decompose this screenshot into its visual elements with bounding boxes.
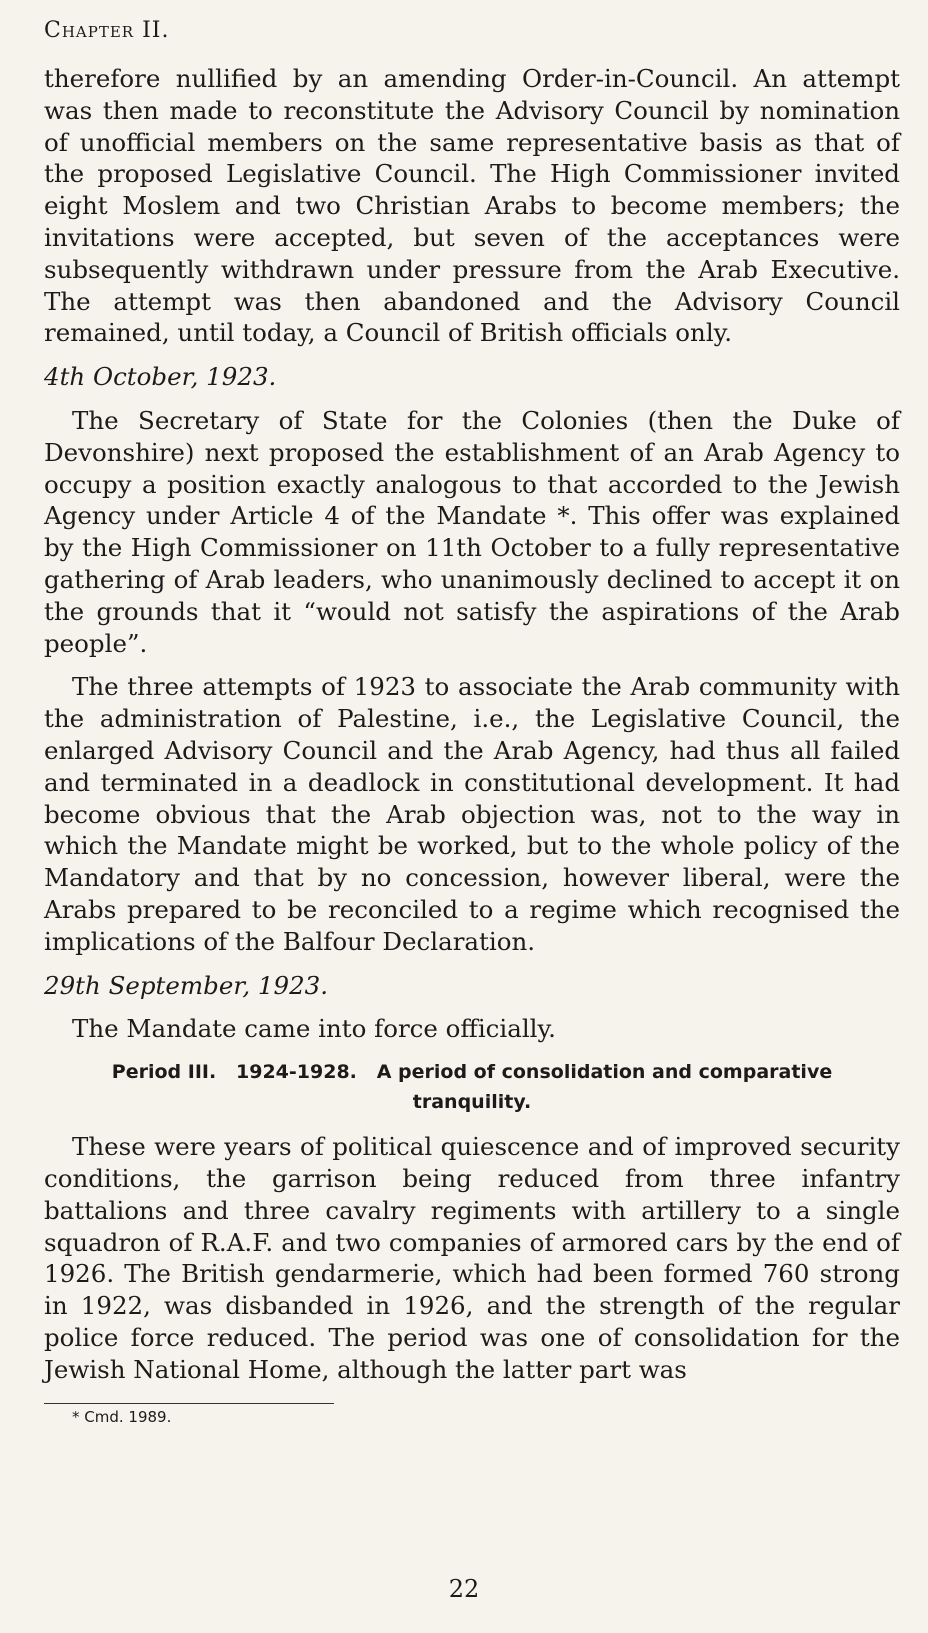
- period-heading: [44, 1057, 900, 1117]
- footnote: * Cmd. 1989.: [72, 1408, 172, 1427]
- date-heading-29th-september: 29th September, 1923.: [44, 970, 329, 1000]
- date-heading-4th-october: 4th October, 1923.: [44, 362, 277, 392]
- period-heading-line1: Period III. 1924-1928. A period of consolidation and comparative: [111, 1061, 833, 1084]
- paragraph-mandate-in-force: The Mandate came into force officially.: [72, 1014, 556, 1044]
- footnote-divider: [44, 1403, 334, 1404]
- paragraph-quiescence: These were years of political quiescence and of improved security conditions, the garrison being reduced from three infantry battalions and three cavalry regiments with artillery to a single squadron of R.A.F. and two companies of armored cars by the end of 1926. The British gendarmerie, which had been formed 760 strong in 1922, was disbanded in 1926, and the strength of the regular police force reduced. The period was one of consolidation for the Jewish National Home, although the latter part was: [44, 1132, 900, 1384]
- page: [44, 18, 900, 1426]
- chapter-header: Chapter II.: [44, 18, 170, 43]
- paragraph-arab-agency: The Secretary of State for the Colonies (then the Duke of Devonshire) next proposed the establishment of an Arab Agency to occupy a position exactly analogous to that accorded to the Jewish Agency under Article 4 of the Mandate *. This offer was explained by the High Commissioner on 11th October to a fully representative gathering of Arab leaders, who unanimously declined to accept it on the grounds that it “would not satisfy the aspirations of the Arab people”.: [44, 405, 900, 658]
- page-number: 22: [448, 1575, 480, 1603]
- paragraph-three-attempts: The three attempts of 1923 to associate the Arab community with the administration of Palestine, i.e., the Legislative Council, the enlarged Advisory Council and the Arab Agency, had thus all failed and terminated in a deadlock in constitutional development. It had become obvious that the Arab objection was, not to the way in which the Mandate might be worked, but to the whole policy of the Mandatory and that by no concession, however liberal, were the Arabs prepared to be reconciled to a regime which recognised the implications of the Balfour Declaration.: [44, 672, 900, 956]
- period-heading-line2: tranquility.: [412, 1091, 532, 1114]
- paragraph-advisory-council: therefore nullified by an amending Order-in-Council. An attempt was then made to reconstitute the Advisory Council by nomination of unofficial members on the same representative basis as that of the proposed Legislative Council. The High Commissioner invited eight Moslem and two Christian Arabs to become members; the invitations were accepted, but seven of the acceptances were subsequently withdrawn under pressure from the Arab Executive. The attempt was then abandoned and the Advisory Council remained, until today, a Council of British officials only.: [44, 64, 900, 348]
